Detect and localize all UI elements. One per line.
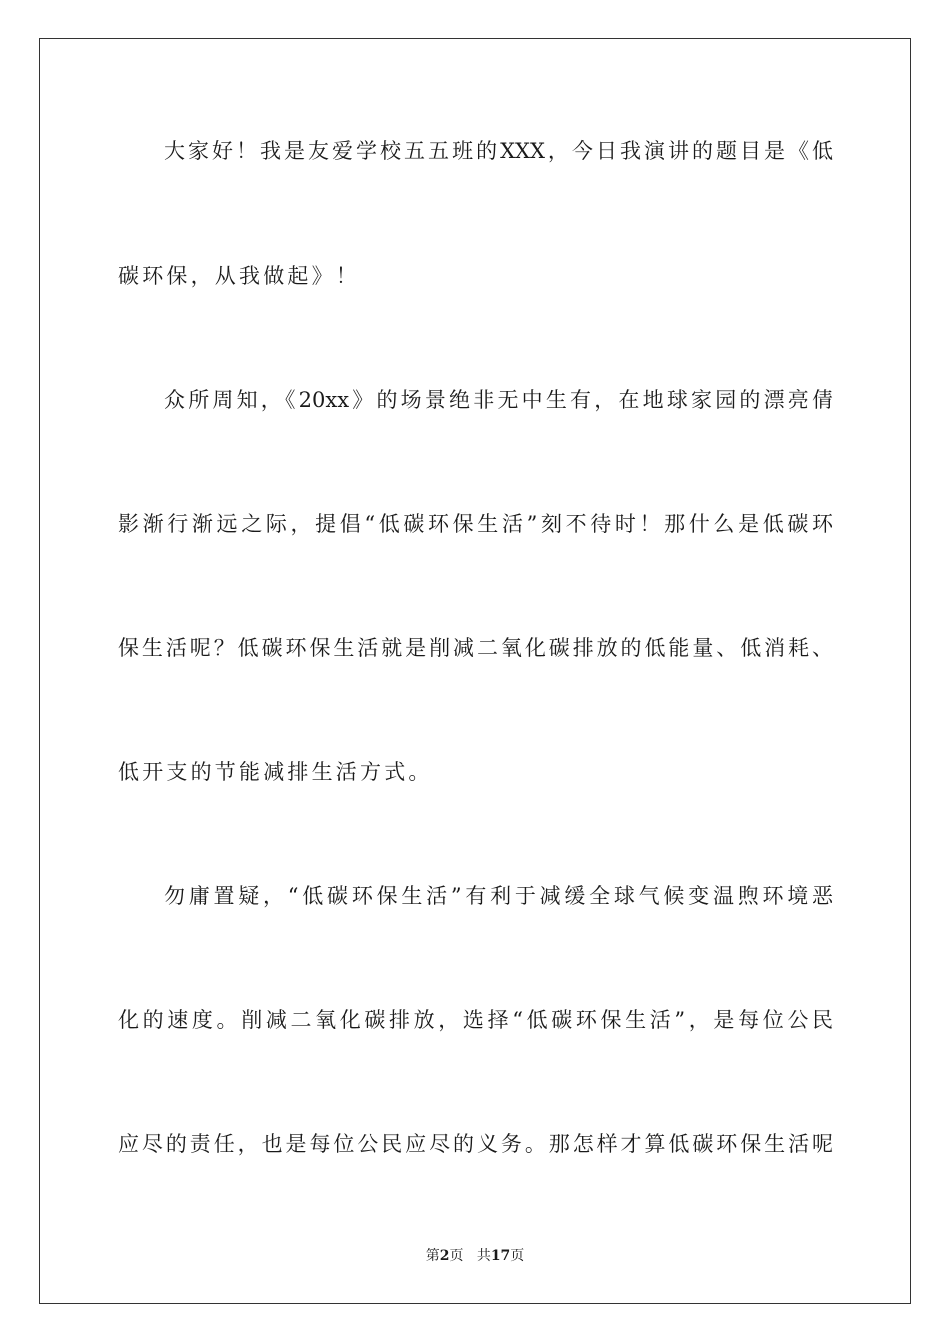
paragraph-1-line-2: 碳环保，从我做起》！ [118, 264, 360, 288]
paragraph-2-line-4: 低开支的节能减排生活方式。 [118, 760, 433, 784]
page-prefix: 第 [425, 1248, 440, 1264]
paragraph-3-line-2: 化的速度。削减二氧化碳排放，选择“低碳环保生活”，是每位公民 [118, 1008, 833, 1032]
page-frame [39, 38, 911, 1304]
total-suffix: 页 [510, 1248, 525, 1264]
paragraph-3-line-3: 应尽的责任，也是每位公民应尽的义务。那怎样才算低碳环保生活呢 [118, 1132, 833, 1156]
paragraph-2-line-1: 众所周知，《20xx》的场景绝非无中生有，在地球家园的漂亮倩 [164, 388, 833, 412]
paragraph-3-line-1: 勿庸置疑，“低碳环保生活”有利于减缓全球气候变温煦环境恶 [164, 884, 833, 908]
page-footer [0, 1247, 950, 1265]
paragraph-2-line-3: 保生活呢？低碳环保生活就是削减二氧化碳排放的低能量、低消耗、 [118, 636, 833, 660]
page-suffix: 页 [449, 1248, 464, 1264]
paragraph-2-line-2: 影渐行渐远之际，提倡“低碳环保生活”刻不待时！那什么是低碳环 [118, 512, 833, 536]
total-pages: 17 [490, 1248, 511, 1264]
page-number: 2 [439, 1248, 450, 1264]
total-prefix: 共 [476, 1248, 491, 1264]
paragraph-1-line-1: 大家好！我是友爱学校五五班的XXX，今日我演讲的题目是《低 [164, 139, 833, 163]
